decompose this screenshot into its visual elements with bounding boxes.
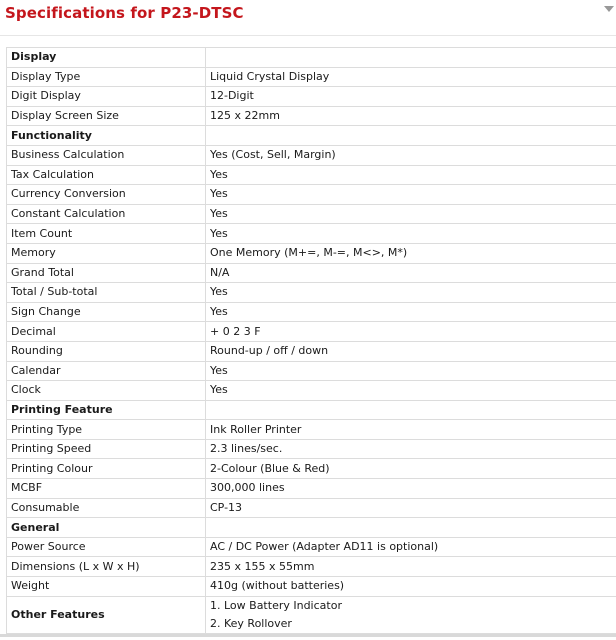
spec-label: Display Type — [7, 67, 206, 87]
spec-label: Tax Calculation — [7, 165, 206, 185]
section-heading: Printing Feature — [7, 400, 206, 420]
spec-label: Power Source — [7, 537, 206, 557]
spec-value: One Memory (M+=, M-=, M<>, M*) — [206, 243, 616, 263]
table-row — [7, 87, 616, 107]
spec-label: Item Count — [7, 224, 206, 244]
table-row — [7, 537, 616, 557]
section-row — [7, 596, 616, 633]
page-title: Specifications for P23-DTSC — [5, 4, 244, 22]
spec-label: Rounding — [7, 341, 206, 361]
specifications-table — [6, 47, 616, 634]
table-row — [7, 302, 616, 322]
spec-label: Business Calculation — [7, 145, 206, 165]
spec-label: Consumable — [7, 498, 206, 518]
table-row — [7, 341, 616, 361]
table-row — [7, 322, 616, 342]
spec-label: Clock — [7, 381, 206, 401]
spec-value — [206, 48, 616, 68]
spec-value: 300,000 lines — [206, 479, 616, 499]
table-row — [7, 145, 616, 165]
table-row — [7, 557, 616, 577]
feature-line: 1. Low Battery Indicator — [210, 598, 342, 612]
spec-value: + 0 2 3 F — [206, 322, 616, 342]
spec-label: Total / Sub-total — [7, 283, 206, 303]
divider — [0, 634, 616, 637]
spec-value: 2.3 lines/sec. — [206, 439, 616, 459]
spec-value: Yes — [206, 283, 616, 303]
spec-value: Ink Roller Printer — [206, 420, 616, 440]
section-heading: Display — [7, 48, 206, 68]
divider — [0, 35, 616, 36]
spec-value: Yes — [206, 381, 616, 401]
section-row — [7, 48, 616, 68]
specifications-table-body — [7, 48, 616, 634]
spec-label: Printing Speed — [7, 439, 206, 459]
spec-value: 2-Colour (Blue & Red) — [206, 459, 616, 479]
table-row — [7, 204, 616, 224]
table-row — [7, 106, 616, 126]
spec-label: Display Screen Size — [7, 106, 206, 126]
section-row — [7, 400, 616, 420]
table-row — [7, 479, 616, 499]
table-row — [7, 459, 616, 479]
table-row — [7, 439, 616, 459]
table-row — [7, 361, 616, 381]
table-row — [7, 498, 616, 518]
table-row — [7, 263, 616, 283]
spec-value: Yes — [206, 302, 616, 322]
table-row — [7, 381, 616, 401]
spec-value — [206, 126, 616, 146]
table-row — [7, 577, 616, 597]
spec-label: Printing Type — [7, 420, 206, 440]
section-heading: Functionality — [7, 126, 206, 146]
table-row — [7, 224, 616, 244]
spec-label: Dimensions (L x W x H) — [7, 557, 206, 577]
chevron-down-icon — [604, 6, 614, 12]
table-row — [7, 243, 616, 263]
table-row — [7, 283, 616, 303]
table-row — [7, 420, 616, 440]
spec-label: Memory — [7, 243, 206, 263]
spec-label: Printing Colour — [7, 459, 206, 479]
spec-value: 125 x 22mm — [206, 106, 616, 126]
spec-value: 12-Digit — [206, 87, 616, 107]
spec-label: Constant Calculation — [7, 204, 206, 224]
spec-value — [206, 518, 616, 538]
spec-value: CP-13 — [206, 498, 616, 518]
spec-label: Currency Conversion — [7, 185, 206, 205]
spec-value: Yes — [206, 204, 616, 224]
table-row — [7, 185, 616, 205]
feature-line: 2. Key Rollover — [210, 616, 292, 630]
spec-value: Yes (Cost, Sell, Margin) — [206, 145, 616, 165]
spec-label: Weight — [7, 577, 206, 597]
spec-value: Yes — [206, 185, 616, 205]
spec-value: 235 x 155 x 55mm — [206, 557, 616, 577]
section-row — [7, 126, 616, 146]
spec-value: N/A — [206, 263, 616, 283]
spec-value: Yes — [206, 361, 616, 381]
spec-value: Yes — [206, 224, 616, 244]
spec-label: Digit Display — [7, 87, 206, 107]
spec-value — [206, 400, 616, 420]
spec-value: Round-up / off / down — [206, 341, 616, 361]
spec-label: Grand Total — [7, 263, 206, 283]
table-row — [7, 67, 616, 87]
spec-value: AC / DC Power (Adapter AD11 is optional) — [206, 537, 616, 557]
spec-value — [206, 596, 616, 633]
spec-value: Liquid Crystal Display — [206, 67, 616, 87]
table-row — [7, 165, 616, 185]
section-row — [7, 518, 616, 538]
section-heading: General — [7, 518, 206, 538]
spec-value: 410g (without batteries) — [206, 577, 616, 597]
section-heading: Other Features — [7, 596, 206, 633]
spec-label: Sign Change — [7, 302, 206, 322]
spec-label: Decimal — [7, 322, 206, 342]
spec-value: Yes — [206, 165, 616, 185]
spec-label: Calendar — [7, 361, 206, 381]
spec-label: MCBF — [7, 479, 206, 499]
